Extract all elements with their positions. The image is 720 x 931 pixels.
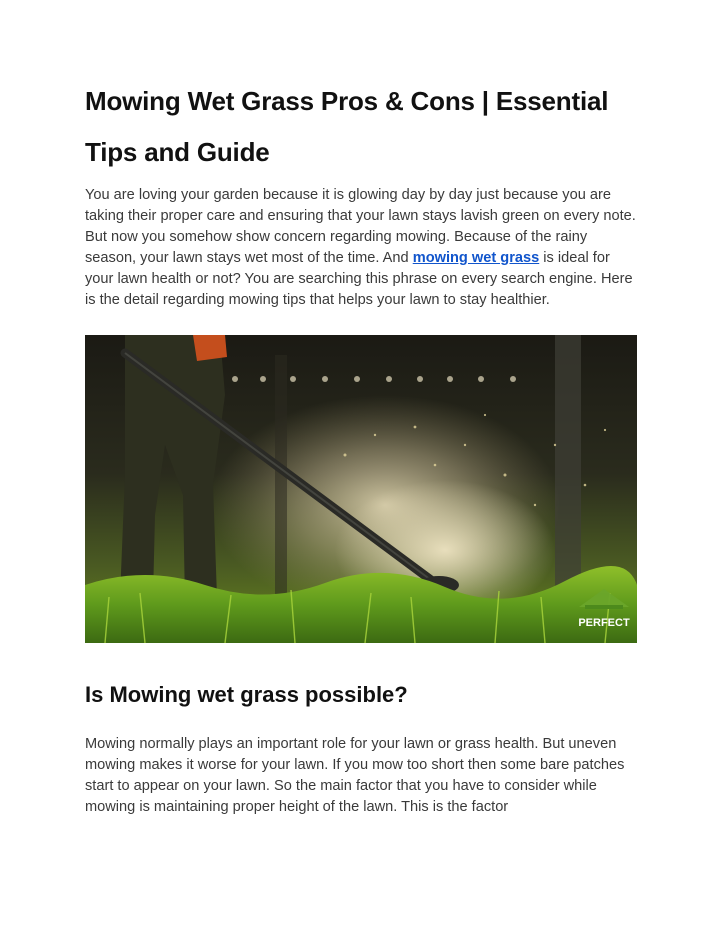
section-heading: Is Mowing wet grass possible?: [85, 682, 408, 707]
logo-text: PERFECT: [578, 617, 630, 629]
hero-image: [85, 335, 637, 643]
intro-paragraph: [85, 185, 640, 311]
intro-text-end: is ideal for your lawn health or not? You are searching this phrase on every search engine. Here is the detail regarding mowing tips that helps your lawn to stay healthier.: [85, 250, 633, 308]
intro-text-start: You are loving your garden because it is glowing day by day just because you are taking their proper care and ensuring that your lawn stays lavish green on every note. But now you somehow show concern regarding mowing. Because of the rainy season, your lawn stays wet most of the time. And: [85, 187, 636, 266]
mowing-wet-grass-link[interactable]: mowing wet grass: [412, 250, 540, 266]
section-paragraph: Mowing normally plays an important role for your lawn or grass health. But uneven mowing makes it worse for your lawn. If you mow too short then some bare patches start to appear on your lawn. So the main factor that you have to consider while mowing is maintaining proper height of the lawn. This is the factor: [85, 736, 625, 815]
article-title: Mowing Wet Grass Pros & Cons | Essential Tips and Guide: [85, 86, 609, 167]
